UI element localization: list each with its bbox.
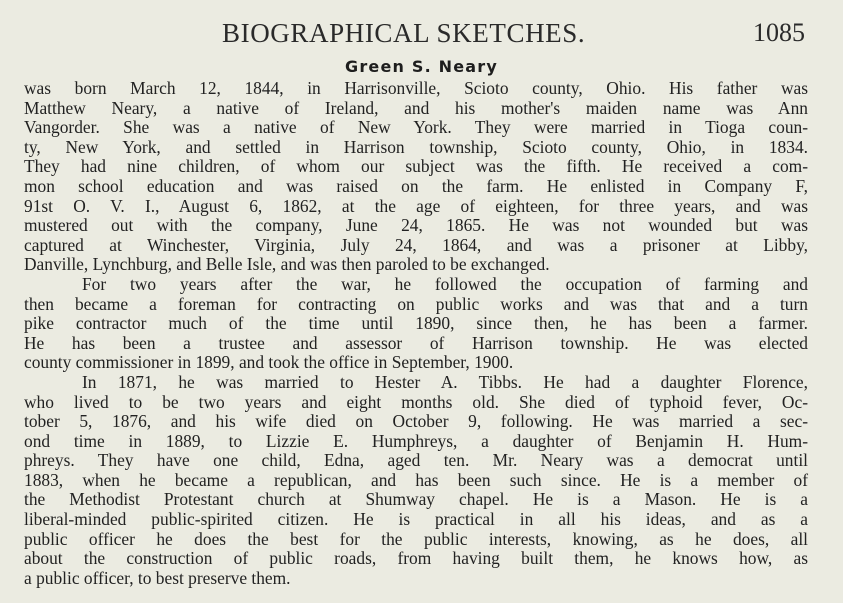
text-line: ond time in 1889, to Lizzie E. Humphreys, a daughter of Benjamin H. Hum- bbox=[24, 430, 808, 451]
text-line: 91st O. V. I., August 6, 1862, at the age of eighteen, for three years, and was bbox=[24, 195, 808, 216]
text-line: was born March 12, 1844, in Harrisonville, Scioto county, Ohio. His father was bbox=[24, 78, 808, 98]
page-number: 1085 bbox=[753, 18, 805, 47]
paragraph-first-line bbox=[24, 373, 808, 393]
text-line: tober 5, 1876, and his wife died on October 9, following. He was married a sec- bbox=[24, 411, 808, 432]
text-line: the Methodist Protestant church at Shumway chapel. He is a Mason. He is a bbox=[24, 489, 808, 510]
text-line: phreys. They have one child, Edna, aged ten. Mr. Neary was a democrat until bbox=[24, 450, 808, 471]
text-line: ty, New York, and settled in Harrison township, Scioto county, Ohio, in 1834. bbox=[24, 136, 808, 157]
text-line: then became a foreman for contracting on public works and was that and a turn bbox=[24, 293, 808, 314]
text-line: who lived to be two years and eight months old. She died of typhoid fever, Oc- bbox=[24, 391, 808, 412]
text-line: He has been a trustee and assessor of Harrison township. He was elected bbox=[24, 332, 808, 353]
text-line: mustered out with the company, June 24, 1865. He was not wounded but was bbox=[24, 215, 808, 236]
text-line: mon school education and was raised on the farm. He enlisted in Company F, bbox=[24, 175, 808, 196]
text-line: For two years after the war, he followed the occupation of farming and bbox=[82, 273, 808, 294]
subject-heading: Green S. Neary bbox=[344, 57, 499, 76]
running-title: BIOGRAPHICAL SKETCHES. bbox=[222, 18, 586, 48]
text-line: liberal-minded public-spirited citizen. He is practical in all his ideas, and as a bbox=[24, 509, 808, 530]
text-line: public officer he does the best for the public interests, knowing, as he does, all bbox=[24, 528, 808, 549]
text-line: Vangorder. She was a native of New York. They were married in Tioga coun- bbox=[24, 117, 808, 138]
text-line: pike contractor much of the time until 1890, since then, he has been a farmer. bbox=[24, 313, 808, 334]
text-line: Matthew Neary, a native of Ireland, and his mother's maiden name was Ann bbox=[24, 97, 808, 118]
text-line: a public officer, to best preserve them. bbox=[24, 567, 291, 588]
text-line: about the construction of public roads, from having built them, he knows how, as bbox=[24, 548, 808, 569]
text-line: In 1871, he was married to Hester A. Tibbs. He had a daughter Florence, bbox=[82, 371, 808, 392]
text-line: county commissioner in 1899, and took the office in September, 1900. bbox=[24, 352, 514, 373]
paragraph-first-line bbox=[24, 275, 808, 295]
page-header bbox=[0, 18, 843, 52]
text-line: captured at Winchester, Virginia, July 24, 1864, and was a prisoner at Libby, bbox=[24, 234, 808, 255]
biography-text bbox=[24, 79, 808, 588]
text-line: 1883, when he became a republican, and has been such since. He is a member of bbox=[24, 469, 808, 490]
text-line: They had nine children, of whom our subject was the fifth. He received a com- bbox=[24, 156, 808, 177]
text-line: Danville, Lynchburg, and Belle Isle, and was then paroled to be exchanged. bbox=[24, 254, 550, 275]
